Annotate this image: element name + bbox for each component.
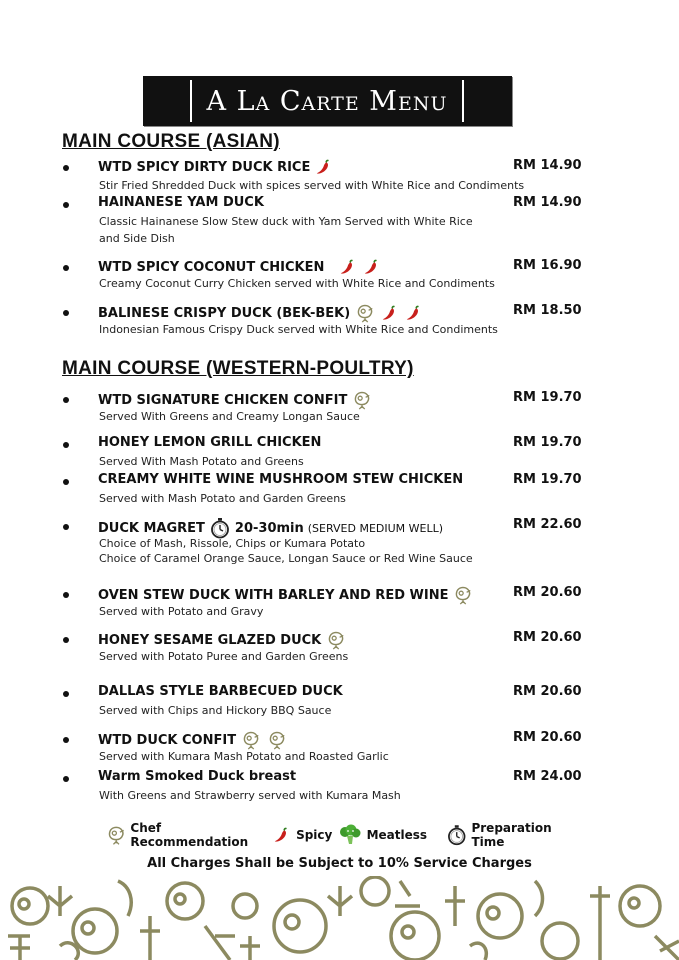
item-name-row	[98, 730, 288, 750]
item-desc: Indonesian Famous Crispy Duck served with White Rice and Condiments	[99, 323, 498, 336]
item-prep-time: 20-30min	[234, 520, 304, 536]
item-name: DUCK MAGRET	[98, 520, 205, 536]
preparation-time-icon	[446, 824, 467, 846]
chef-recommendation-icon	[354, 303, 376, 323]
item-name: WTD DUCK CONFIT	[98, 732, 237, 748]
legend-chef-label: Chef Recommendation	[130, 821, 249, 849]
item-name: OVEN STEW DUCK WITH BARLEY AND RED WINE	[98, 587, 449, 603]
item-desc: Served with Chips and Hickory BBQ Sauce	[99, 704, 332, 717]
item-desc: Served With Greens and Creamy Longan Sauce	[99, 410, 360, 423]
item-price: RM 18.50	[513, 303, 582, 318]
legend-spicy	[272, 826, 336, 844]
bullet	[63, 397, 69, 403]
item-price: RM 20.60	[513, 684, 582, 699]
item-name: DALLAS STYLE BARBECUED DUCK	[98, 684, 343, 699]
item-name-row	[98, 585, 474, 605]
bullet	[63, 165, 69, 171]
bullet	[63, 637, 69, 643]
item-name: Warm Smoked Duck breast	[98, 769, 297, 784]
item-desc-2: Choice of Caramel Orange Sauce, Longan Sauce or Red Wine Sauce	[99, 552, 473, 565]
item-note: (SERVED MEDIUM WELL)	[307, 521, 444, 535]
bullet	[63, 265, 69, 271]
decorative-duck-pattern	[0, 876, 679, 960]
title-banner	[143, 76, 512, 126]
bullet	[63, 479, 69, 485]
spicy-icon	[380, 304, 400, 322]
bullet	[63, 310, 69, 316]
item-desc: Served with Potato Puree and Garden Greens	[99, 650, 349, 663]
item-price: RM 20.60	[513, 730, 582, 745]
item-name: CREAMY WHITE WINE MUSHROOM STEW CHICKEN	[98, 472, 464, 487]
spicy-icon	[362, 258, 382, 276]
item-price: RM 19.70	[513, 435, 582, 450]
chef-recommendation-icon	[351, 390, 373, 410]
item-desc: Classic Hainanese Slow Stew duck with Yam Served with White Rice	[99, 215, 473, 228]
item-desc: Served with Mash Potato and Garden Greens	[99, 492, 346, 505]
item-name: WTD SPICY DIRTY DUCK RICE	[98, 159, 311, 175]
bullet	[63, 202, 69, 208]
item-price: RM 20.60	[513, 585, 582, 600]
chef-recommendation-icon	[106, 824, 126, 846]
item-price: RM 20.60	[513, 630, 582, 645]
bullet	[63, 442, 69, 448]
item-price: RM 22.60	[513, 517, 582, 532]
bullet	[63, 737, 69, 743]
menu-title: A La Carte Menu	[190, 80, 464, 122]
item-price: RM 19.70	[513, 472, 582, 487]
bullet	[63, 691, 69, 697]
item-desc: With Greens and Strawberry served with Kumara Mash	[99, 789, 401, 802]
spicy-icon	[338, 258, 358, 276]
service-charge-note: All Charges Shall be Subject to 10% Service Charges	[147, 856, 532, 871]
item-name: HONEY LEMON GRILL CHICKEN	[98, 435, 322, 450]
chef-recommendation-icon	[266, 730, 288, 750]
spicy-icon	[314, 158, 334, 176]
item-name-row	[98, 390, 373, 410]
item-name: HONEY SESAME GLAZED DUCK	[98, 632, 322, 648]
broccoli-icon	[337, 824, 363, 846]
item-desc: Served with Potato and Gravy	[99, 605, 264, 618]
item-name-row	[98, 158, 334, 176]
item-name-row	[98, 630, 347, 650]
chef-recommendation-icon	[240, 730, 262, 750]
section-title-western: MAIN COURSE (WESTERN-POULTRY)	[62, 358, 414, 379]
item-desc-2: and Side Dish	[99, 232, 175, 245]
chef-recommendation-icon	[325, 630, 347, 650]
spicy-icon	[272, 826, 292, 844]
legend-chef	[106, 821, 272, 849]
legend-spicy-label: Spicy	[296, 828, 333, 842]
section-title-asian: MAIN COURSE (ASIAN)	[62, 131, 280, 152]
item-desc: Stir Fried Shredded Duck with spices served with White Rice and Condiments	[99, 179, 525, 192]
item-desc: Served With Mash Potato and Greens	[99, 455, 304, 468]
legend-meatless-label: Meatless	[366, 828, 428, 842]
bullet	[63, 776, 69, 782]
item-desc: Served with Kumara Mash Potato and Roasted Garlic	[99, 750, 389, 763]
bullet	[63, 592, 69, 598]
bullet	[63, 524, 69, 530]
item-name: HAINANESE YAM DUCK	[98, 195, 264, 210]
item-desc: Creamy Coconut Curry Chicken served with White Rice and Condiments	[99, 277, 495, 290]
item-price: RM 14.90	[513, 158, 582, 173]
item-price: RM 19.70	[513, 390, 582, 405]
item-name: BALINESE CRISPY DUCK (BEK-BEK)	[98, 305, 351, 321]
item-price: RM 16.90	[513, 258, 582, 273]
legend-prep	[446, 821, 586, 849]
legend	[106, 820, 586, 850]
item-name-row	[98, 258, 382, 276]
legend-meatless	[337, 824, 446, 846]
item-desc: Choice of Mash, Rissole, Chips or Kumara Potato	[99, 537, 366, 550]
item-name-row	[98, 303, 424, 323]
chef-recommendation-icon	[452, 585, 474, 605]
legend-prep-label: Preparation Time	[471, 821, 552, 849]
item-name: WTD SPICY COCONUT CHICKEN	[98, 259, 325, 275]
item-price: RM 14.90	[513, 195, 582, 210]
item-price: RM 24.00	[513, 769, 582, 784]
spicy-icon	[404, 304, 424, 322]
item-name: WTD SIGNATURE CHICKEN CONFIT	[98, 392, 348, 408]
